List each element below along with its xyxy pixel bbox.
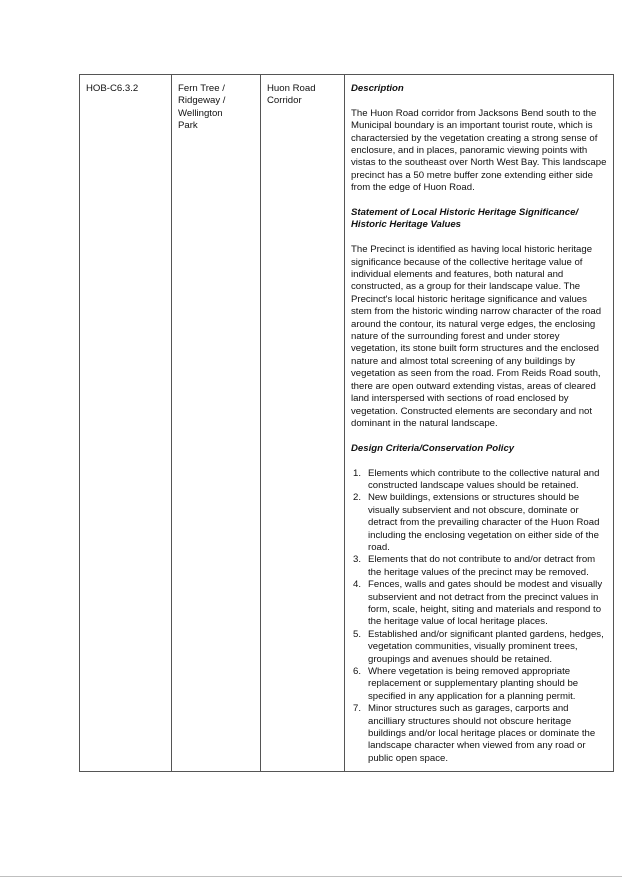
- list-text: Minor structures such as garages, carports and ancilliary structures should not obscure heritage buildings and/or local heritage places or dominate the landscape character when viewed from any road or public open space.: [368, 703, 596, 764]
- locality-line: Park: [178, 120, 198, 132]
- list-item: [351, 554, 607, 579]
- precinct-name-cell: [261, 75, 345, 772]
- list-item: [351, 492, 607, 554]
- list-item: [351, 468, 607, 493]
- policy-list: [351, 468, 607, 766]
- precinct-code: HOB-C6.3.2: [86, 83, 139, 94]
- description-text: The Huon Road corridor from Jacksons Bend south to the Municipal boundary is an important tourist route, which is charactersied by the vegetation creating a strong sense of enclosure, and in places, panoramic viewing points with vistas to the southeast over North West Bay. This landscape precinct has a 50 metre buffer zone extending either side from the edge of Huon Road.: [351, 107, 607, 194]
- locality-line: Wellington: [178, 107, 223, 119]
- significance-heading: Statement of Local Historic Heritage Significance/ Historic Heritage Values: [351, 207, 579, 231]
- precinct-name-line: Corridor: [267, 95, 302, 107]
- significance-text: The Precinct is identified as having local historic heritage significance because of the collective heritage value of individual elements and features, both natural and constructed, as a group for their landscape value. The Precinct's local historic heritage significance and values stem from the historic winding narrow character of the road around the contour, its natural verge edges, the enclosing nature of the surrounding forest and under storey vegetation, its stone built form structures and the enclosed nature and almost total screening of any buildings by vegetation as seen from the road. From Reids Road south, there are open outward extending vistas, areas of cleared land interspersed with sections of road enclosed by vegetation. Constructed elements are secondary and not dominant in the natural landscape.: [351, 244, 602, 429]
- policy-heading: Design Criteria/Conservation Policy: [351, 442, 515, 454]
- locality-cell: [172, 75, 261, 772]
- list-number: 1.: [353, 467, 362, 479]
- table-row: [80, 75, 614, 772]
- heritage-precinct-table: [79, 74, 614, 772]
- list-text: Established and/or significant planted gardens, hedges, vegetation communities, visually prominent trees, groupings and avenues should be retained.: [368, 628, 604, 665]
- precinct-name-line: Huon Road: [267, 83, 316, 94]
- list-text: Where vegetation is being removed appropriate replacement or supplementary planting should be specified in any application for a planning permit.: [368, 666, 579, 702]
- list-number: 2.: [353, 492, 362, 504]
- list-number: 4.: [353, 579, 362, 591]
- list-number: 6.: [353, 666, 362, 678]
- precinct-code-cell: [80, 75, 172, 772]
- list-text: Elements which contribute to the collective natural and constructed landscape values should be retained.: [368, 467, 600, 491]
- locality-line: Fern Tree /: [178, 83, 225, 94]
- list-text: New buildings, extensions or structures should be visually subservient and not obscure, dominate or detract from the prevailing character of the Huon Road including the enclosing vegetation on either side of the road.: [368, 492, 600, 553]
- list-number: 5.: [353, 628, 362, 640]
- list-number: 7.: [353, 703, 362, 715]
- list-text: Fences, walls and gates should be modest and visually subservient and not detract from the precinct values in form, scale, height, siting and materials and respond to the heritage value of local heritage places.: [368, 579, 603, 628]
- list-item: [351, 666, 607, 703]
- details-cell: [345, 75, 614, 772]
- list-number: 3.: [353, 554, 362, 566]
- list-item: [351, 629, 607, 666]
- list-item: [351, 579, 607, 629]
- list-item: [351, 703, 607, 765]
- description-heading: Description: [351, 83, 404, 94]
- page-bottom-divider: [0, 876, 622, 877]
- locality-line: Ridgeway /: [178, 95, 226, 107]
- list-text: Elements that do not contribute to and/or detract from the heritage values of the precinct may be removed.: [368, 554, 596, 578]
